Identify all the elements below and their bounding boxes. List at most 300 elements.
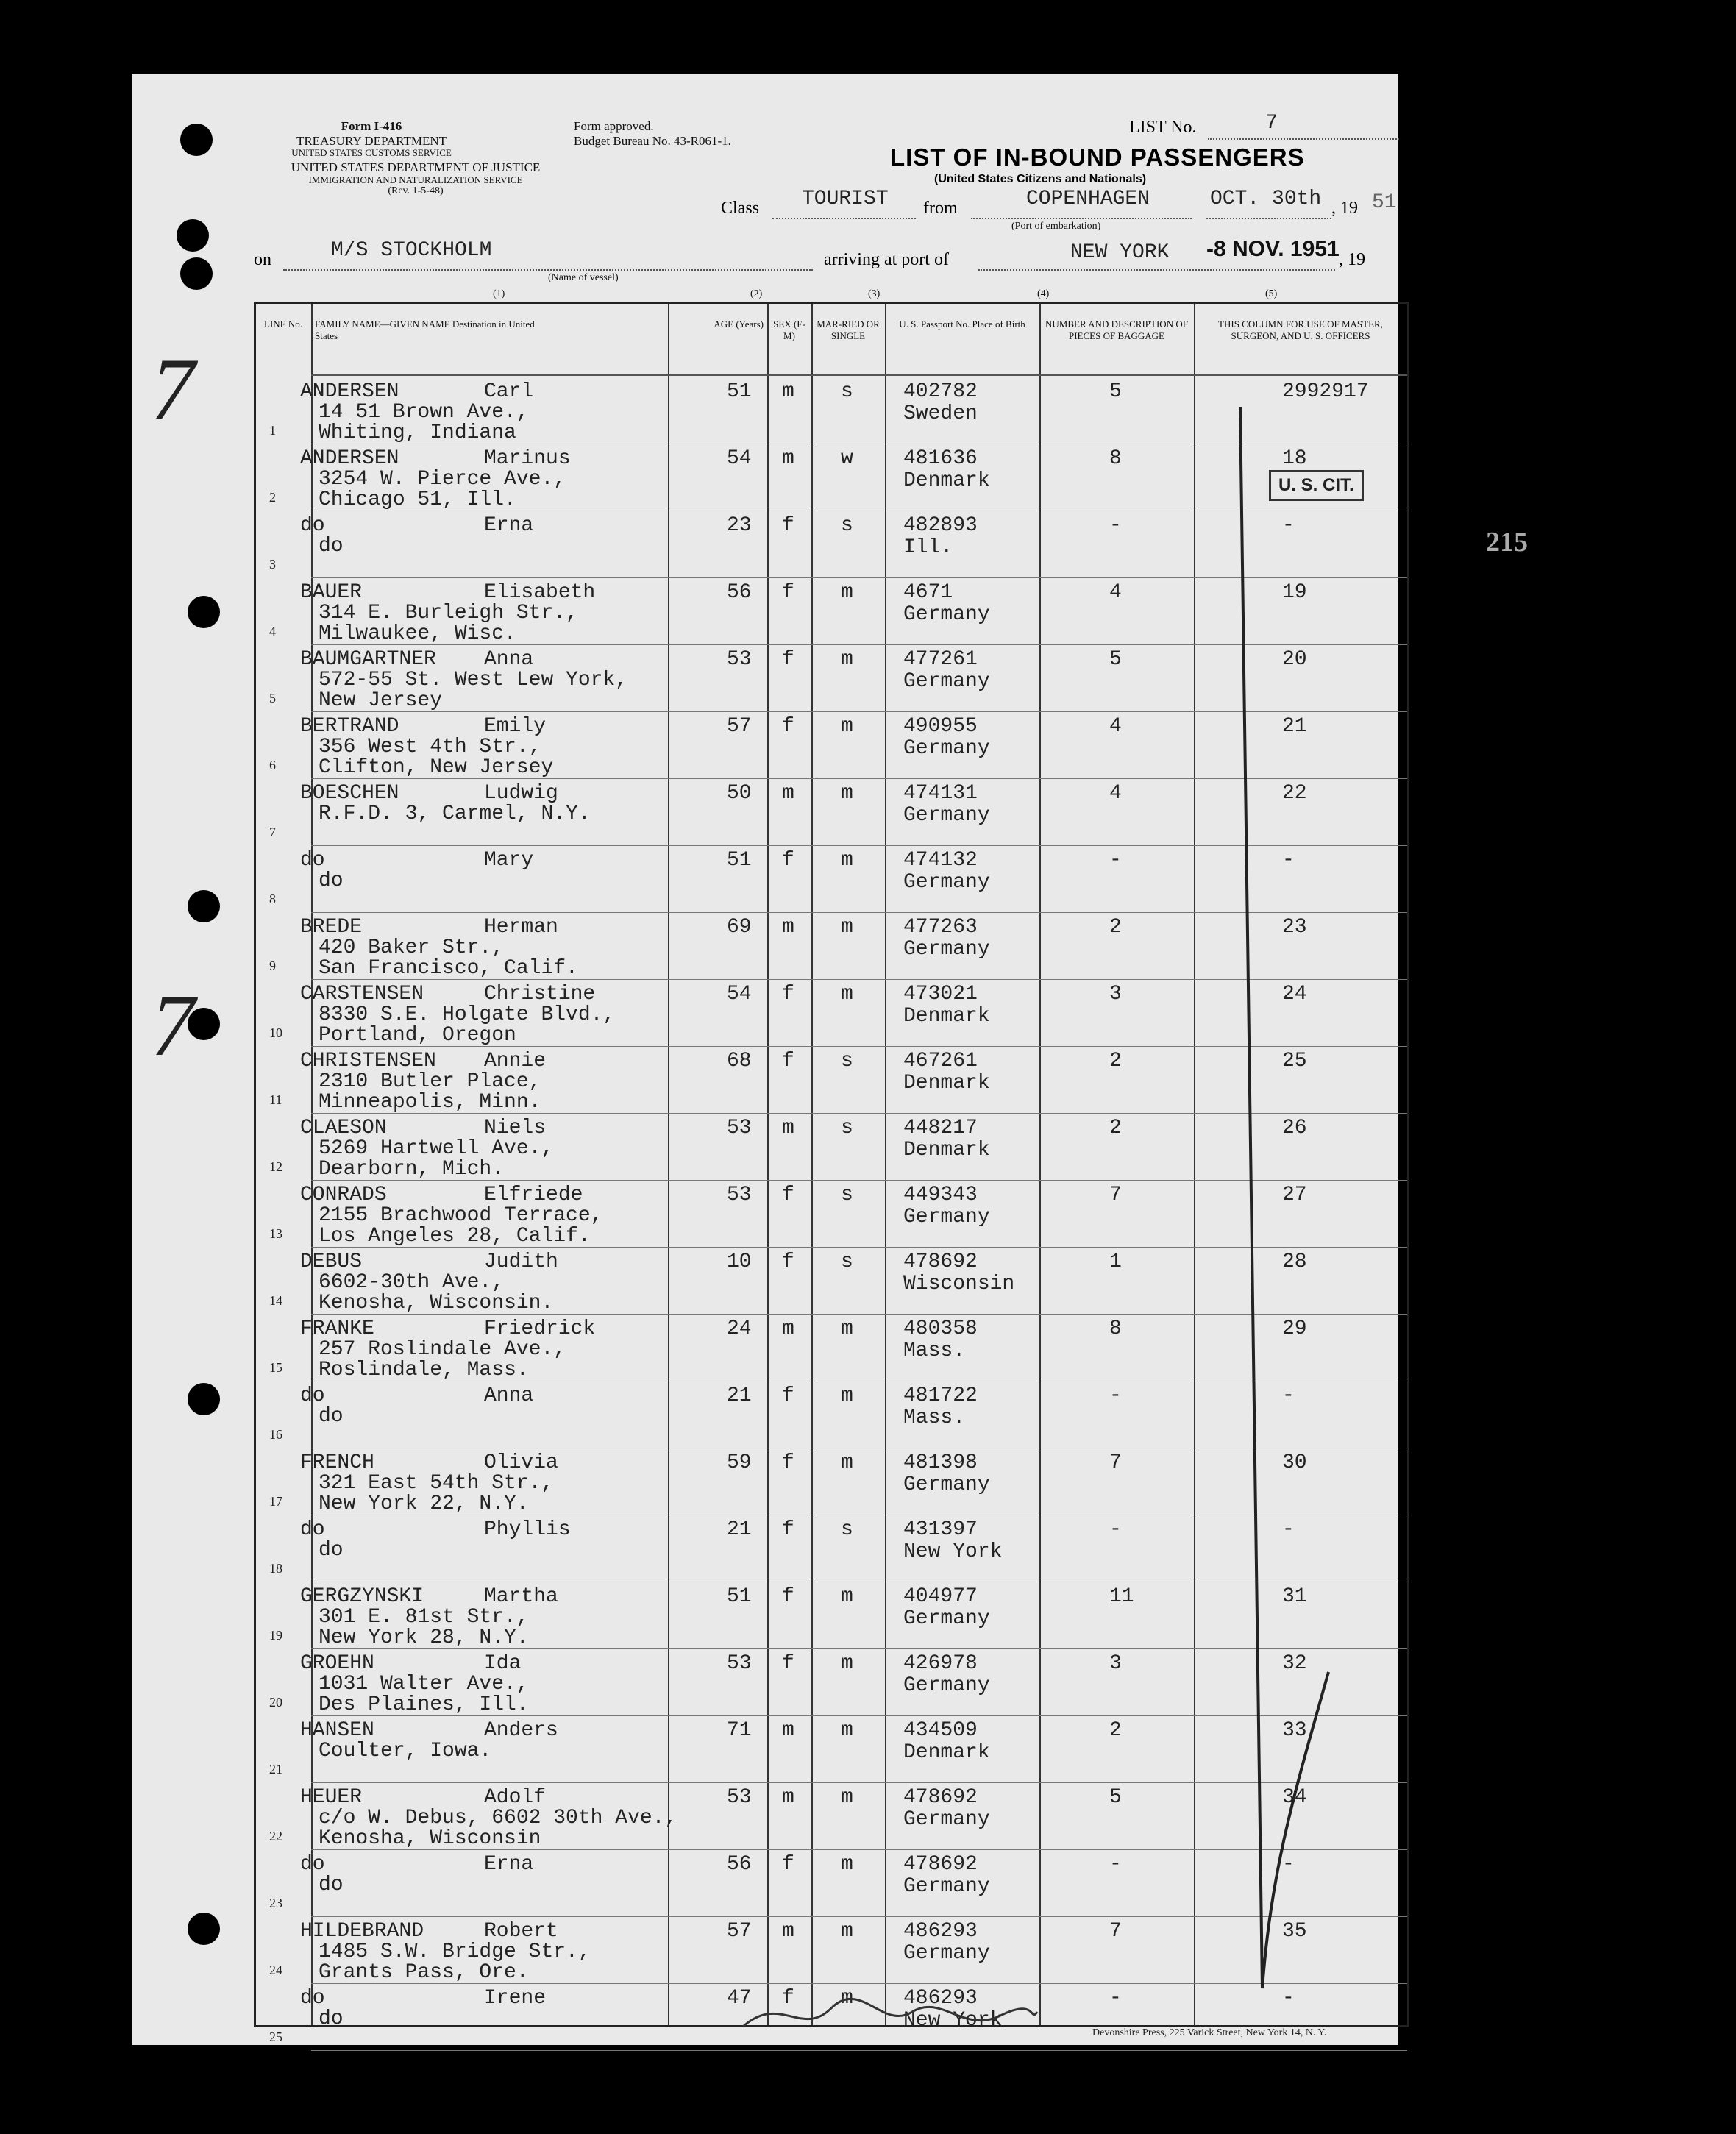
class-label: Class	[721, 199, 760, 218]
row-passport: 402782	[903, 380, 978, 403]
header-age: AGE (Years)	[714, 319, 764, 330]
row-passport: 449343	[903, 1184, 978, 1206]
row-sex: m	[782, 916, 794, 939]
row-officer-no: 22	[1282, 782, 1307, 805]
row-passport: 448217	[903, 1117, 978, 1139]
row-address-1: do	[319, 1539, 344, 1562]
row-family-name: CONRADS	[300, 1184, 387, 1206]
row-line-number: 23	[269, 1896, 282, 1910]
row-age: 56	[727, 581, 752, 604]
row-address-1: 2310 Butler Place,	[319, 1070, 541, 1093]
year-label: , 19	[1331, 199, 1358, 218]
row-line-number: 15	[269, 1360, 282, 1375]
date-line	[1206, 218, 1331, 219]
row-officer-no: 23	[1282, 916, 1307, 939]
row-sex: f	[782, 1652, 794, 1675]
row-rule	[311, 2050, 1407, 2051]
year-value: 51	[1372, 191, 1397, 214]
row-line-number: 18	[269, 1561, 282, 1576]
row-marital: m	[841, 849, 853, 872]
row-officer-no: 20	[1282, 648, 1307, 671]
row-passport: 431397	[903, 1518, 978, 1541]
row-address-1: do	[319, 1874, 344, 1896]
faint-number: 215	[1486, 527, 1528, 558]
row-line-number: 12	[269, 1159, 282, 1174]
row-passport: 426978	[903, 1652, 978, 1675]
row-sex: m	[782, 1117, 794, 1139]
row-line-number: 25	[269, 2030, 282, 2044]
row-birthplace: Germany	[903, 1808, 990, 1831]
row-address-1: 3254 W. Pierce Ave.,	[319, 468, 566, 491]
row-baggage: 2	[1109, 916, 1122, 939]
budget-text: Budget Bureau No. 43-R061-1.	[574, 133, 731, 148]
row-age: 24	[727, 1317, 752, 1340]
row-age: 23	[727, 514, 752, 537]
row-given-name: Ida	[484, 1652, 522, 1675]
row-officer-no: 2992917	[1282, 380, 1369, 403]
row-officer-no: 28	[1282, 1251, 1307, 1273]
row-baggage: -	[1109, 1384, 1122, 1407]
form-header-left	[250, 119, 493, 159]
row-line-number: 4	[269, 624, 276, 639]
row-officer-no: -	[1282, 514, 1295, 537]
row-passport: 481398	[903, 1451, 978, 1474]
row-officer-no: 21	[1282, 715, 1307, 738]
row-passport: 477263	[903, 916, 978, 939]
row-birthplace: Ill.	[903, 536, 953, 559]
row-marital: m	[841, 1585, 853, 1608]
row-address-1: 1031 Walter Ave.,	[319, 1673, 529, 1696]
document-subtitle: (United States Citizens and Nationals)	[934, 173, 1147, 185]
row-address-1: 2155 Brachwood Terrace,	[319, 1204, 603, 1227]
row-family-name: do	[300, 1987, 325, 2010]
row-family-name: ANDERSEN	[300, 380, 399, 403]
punch-hole	[180, 257, 213, 290]
row-birthplace: Sweden	[903, 402, 978, 425]
row-passport: 474131	[903, 782, 978, 805]
row-birthplace: Germany	[903, 871, 990, 894]
row-passport: 486293	[903, 1920, 978, 1943]
row-address-1: 321 East 54th Str.,	[319, 1472, 554, 1495]
row-birthplace: Denmark	[903, 1005, 990, 1028]
year-label-2: , 19	[1339, 250, 1365, 269]
row-family-name: HILDEBRAND	[300, 1920, 424, 1943]
row-marital: m	[841, 983, 853, 1006]
row-family-name: HEUER	[300, 1786, 363, 1809]
row-family-name: HANSEN	[300, 1719, 374, 1742]
from-line	[971, 218, 1192, 219]
row-given-name: Mary	[484, 849, 534, 872]
row-marital: w	[841, 447, 853, 470]
row-age: 53	[727, 1184, 752, 1206]
row-line-number: 6	[269, 758, 276, 772]
port-line	[978, 269, 1335, 271]
row-given-name: Niels	[484, 1117, 547, 1139]
document-title: LIST OF IN-BOUND PASSENGERS	[890, 143, 1305, 171]
row-baggage: -	[1109, 1853, 1122, 1876]
row-address-1: 572-55 St. West Lew York,	[319, 669, 628, 691]
row-given-name: Olivia	[484, 1451, 558, 1474]
row-age: 51	[727, 1585, 752, 1608]
row-baggage: -	[1109, 849, 1122, 872]
row-address-2: Los Angeles 28, Calif.	[319, 1225, 591, 1248]
row-passport: 473021	[903, 983, 978, 1006]
row-line-number: 22	[269, 1829, 282, 1843]
row-address-2: San Francisco, Calif.	[319, 957, 578, 980]
row-address-1: 257 Roslindale Ave.,	[319, 1338, 566, 1361]
row-age: 57	[727, 1920, 752, 1943]
row-birthplace: Germany	[903, 1206, 990, 1228]
row-line-number: 11	[269, 1092, 282, 1107]
row-birthplace: Denmark	[903, 1072, 990, 1095]
header-married: MAR-RIED OR SINGLE	[817, 319, 880, 341]
punch-hole	[188, 1383, 220, 1415]
row-family-name: GROEHN	[300, 1652, 374, 1675]
row-family-name: BAUMGARTNER	[300, 648, 436, 671]
row-officer-no: 29	[1282, 1317, 1307, 1340]
row-address-2: Whiting, Indiana	[319, 422, 516, 444]
vessel-name: M/S STOCKHOLM	[331, 239, 492, 262]
row-sex: m	[782, 1920, 794, 1943]
punch-hole	[188, 596, 220, 628]
row-address-1: do	[319, 2007, 344, 2030]
justice-dept: UNITED STATES DEPARTMENT OF JUSTICE	[291, 160, 541, 174]
row-line-number: 9	[269, 958, 276, 973]
on-label: on	[254, 250, 271, 269]
header-sex: SEX (F-M)	[773, 319, 805, 341]
row-marital: m	[841, 581, 853, 604]
vessel-line	[283, 269, 813, 271]
list-no-label: LIST No.	[1129, 118, 1197, 137]
row-baggage: -	[1109, 1518, 1122, 1541]
row-sex: m	[782, 380, 794, 403]
row-officer-no: 24	[1282, 983, 1307, 1006]
row-line-number: 16	[269, 1427, 282, 1442]
row-passport: 474132	[903, 849, 978, 872]
row-birthplace: Germany	[903, 1473, 990, 1496]
row-age: 71	[727, 1719, 752, 1742]
header-passport: U. S. Passport No. Place of Birth	[899, 319, 1025, 330]
row-age: 53	[727, 1117, 752, 1139]
row-age: 68	[727, 1050, 752, 1073]
row-birthplace: Germany	[903, 804, 990, 827]
row-line-number: 3	[269, 557, 276, 572]
from-label: from	[923, 199, 958, 218]
row-passport: 478692	[903, 1251, 978, 1273]
row-marital: s	[841, 1251, 853, 1273]
row-line-number: 13	[269, 1226, 282, 1241]
row-given-name: Phyllis	[484, 1518, 571, 1541]
row-line-number: 10	[269, 1025, 282, 1040]
row-birthplace: Germany	[903, 670, 990, 693]
row-birthplace: New York	[903, 2009, 1003, 2032]
row-birthplace: Denmark	[903, 1139, 990, 1162]
form-number: Form I-416	[341, 119, 402, 133]
arriving-label: arriving at port of	[824, 250, 949, 269]
row-baggage: 7	[1109, 1451, 1122, 1474]
row-sex: f	[782, 1251, 794, 1273]
row-marital: m	[841, 1920, 853, 1943]
row-given-name: Erna	[484, 514, 534, 537]
list-no-value: 7	[1265, 112, 1278, 135]
row-sex: m	[782, 782, 794, 805]
row-marital: m	[841, 916, 853, 939]
approved-text: Form approved.	[574, 119, 654, 133]
from-value: COPENHAGEN	[1026, 188, 1150, 210]
row-given-name: Judith	[484, 1251, 558, 1273]
row-family-name: BERTRAND	[300, 715, 399, 738]
row-address-1: 1485 S.W. Bridge Str.,	[319, 1941, 591, 1963]
colnum-5: (5)	[1265, 288, 1278, 299]
row-family-name: FRENCH	[300, 1451, 374, 1474]
colnum-1: (1)	[493, 288, 505, 299]
row-age: 53	[727, 1786, 752, 1809]
row-passport: 434509	[903, 1719, 978, 1742]
row-given-name: Anders	[484, 1719, 558, 1742]
colnum-2: (2)	[750, 288, 763, 299]
treasury-dept: TREASURY DEPARTMENT	[296, 133, 447, 148]
row-birthplace: Denmark	[903, 1741, 990, 1764]
row-family-name: do	[300, 1518, 325, 1541]
row-officer-no: -	[1282, 1384, 1295, 1407]
row-passport: 467261	[903, 1050, 978, 1073]
row-sex: f	[782, 1184, 794, 1206]
row-birthplace: Germany	[903, 737, 990, 760]
row-sex: f	[782, 1451, 794, 1474]
row-line-number: 5	[269, 691, 276, 705]
row-baggage: 4	[1109, 581, 1122, 604]
row-sex: f	[782, 648, 794, 671]
row-family-name: do	[300, 1384, 325, 1407]
row-line-number: 1	[269, 423, 276, 438]
row-passport: 404977	[903, 1585, 978, 1608]
row-officer-no: -	[1282, 849, 1295, 872]
row-given-name: Adolf	[484, 1786, 547, 1809]
customs-service: UNITED STATES CUSTOMS SERVICE	[291, 147, 452, 159]
row-marital: s	[841, 1050, 853, 1073]
row-address-2: Kenosha, Wisconsin.	[319, 1292, 554, 1315]
row-officer-no: 25	[1282, 1050, 1307, 1073]
row-baggage: 8	[1109, 1317, 1122, 1340]
embarkation-note: (Port of embarkation)	[1011, 221, 1101, 232]
row-family-name: GERGZYNSKI	[300, 1585, 424, 1608]
row-baggage: 5	[1109, 380, 1122, 403]
row-address-1: do	[319, 869, 344, 892]
row-officer-no: -	[1282, 1853, 1295, 1876]
row-address-1: R.F.D. 3, Carmel, N.Y.	[319, 803, 591, 825]
row-baggage: 1	[1109, 1251, 1122, 1273]
departure-date: OCT. 30th	[1210, 188, 1322, 210]
row-given-name: Anna	[484, 648, 534, 671]
row-passport: 481636	[903, 447, 978, 470]
row-officer-no: 26	[1282, 1117, 1307, 1139]
manifest-page	[132, 74, 1528, 2045]
row-passport: 4671	[903, 581, 953, 604]
row-given-name: Herman	[484, 916, 558, 939]
row-baggage: 5	[1109, 1786, 1122, 1809]
row-age: 47	[727, 1987, 752, 2010]
row-birthplace: Germany	[903, 1674, 990, 1697]
row-passport: 486293	[903, 1987, 978, 2010]
row-sex: f	[782, 1987, 794, 2010]
row-age: 10	[727, 1251, 752, 1273]
row-officer-no: -	[1282, 1987, 1295, 2010]
row-baggage: 7	[1109, 1920, 1122, 1943]
row-officer-no: 35	[1282, 1920, 1307, 1943]
row-sex: f	[782, 514, 794, 537]
row-birthplace: Mass.	[903, 1406, 966, 1429]
row-marital: m	[841, 1987, 853, 2010]
row-address-2: New Jersey	[319, 689, 443, 712]
row-line-number: 21	[269, 1762, 282, 1776]
punch-hole	[188, 1913, 220, 1945]
arrival-date-stamp: -8 NOV. 1951	[1206, 237, 1340, 261]
row-baggage: 8	[1109, 447, 1122, 470]
row-family-name: BAUER	[300, 581, 363, 604]
row-address-1: 14 51 Brown Ave.,	[319, 401, 529, 424]
row-marital: s	[841, 380, 853, 403]
row-marital: m	[841, 1451, 853, 1474]
row-family-name: do	[300, 1853, 325, 1876]
row-address-1: c/o W. Debus, 6602 30th Ave.,	[319, 1807, 677, 1829]
row-officer-no: 27	[1282, 1184, 1307, 1206]
punch-hole	[188, 890, 220, 922]
arrival-port: NEW YORK	[1070, 241, 1170, 264]
row-birthplace: Germany	[903, 1607, 990, 1630]
row-sex: m	[782, 1317, 794, 1340]
row-baggage: -	[1109, 1987, 1122, 2010]
row-address-1: do	[319, 1405, 344, 1428]
row-address-2: Des Plaines, Ill.	[319, 1693, 529, 1716]
row-address-1: 301 E. 81st Str.,	[319, 1606, 529, 1629]
row-sex: f	[782, 1853, 794, 1876]
row-address-1: 5269 Hartwell Ave.,	[319, 1137, 554, 1160]
row-baggage: 3	[1109, 1652, 1122, 1675]
row-family-name: CLAESON	[300, 1117, 387, 1139]
row-given-name: Irene	[484, 1987, 547, 2010]
header-rule	[311, 374, 1407, 376]
us-citizen-stamp: U. S. CIT.	[1269, 470, 1364, 501]
row-passport: 480358	[903, 1317, 978, 1340]
row-address-2: Milwaukee, Wisc.	[319, 622, 516, 645]
row-age: 50	[727, 782, 752, 805]
row-age: 57	[727, 715, 752, 738]
row-birthplace: Germany	[903, 938, 990, 961]
punch-hole	[180, 124, 213, 156]
row-address-1: 420 Baker Str.,	[319, 936, 505, 959]
row-family-name: BOESCHEN	[300, 782, 399, 805]
row-age: 53	[727, 648, 752, 671]
row-officer-no: 18	[1282, 447, 1307, 470]
row-given-name: Elfriede	[484, 1184, 583, 1206]
row-sex: f	[782, 1518, 794, 1541]
row-marital: m	[841, 1853, 853, 1876]
row-age: 21	[727, 1518, 752, 1541]
row-line-number: 7	[269, 825, 276, 839]
row-family-name: DEBUS	[300, 1251, 363, 1273]
row-marital: m	[841, 1384, 853, 1407]
row-marital: m	[841, 648, 853, 671]
row-sex: f	[782, 715, 794, 738]
row-marital: s	[841, 1518, 853, 1541]
row-address-2: Minneapolis, Minn.	[319, 1091, 541, 1114]
signature-scrawl	[736, 1986, 1045, 2045]
row-marital: m	[841, 1317, 853, 1340]
row-given-name: Marinus	[484, 447, 571, 470]
row-officer-no: 32	[1282, 1652, 1307, 1675]
header-officers: THIS COLUMN FOR USE OF MASTER, SURGEON, AND U. S. OFFICERS	[1218, 319, 1383, 341]
row-officer-no: -	[1282, 1518, 1295, 1541]
class-value: TOURIST	[802, 188, 889, 210]
row-marital: m	[841, 1719, 853, 1742]
row-birthplace: Germany	[903, 603, 990, 626]
row-family-name: do	[300, 849, 325, 872]
row-address-1: 314 E. Burleigh Str.,	[319, 602, 578, 625]
row-address-1: 6602-30th Ave.,	[319, 1271, 505, 1294]
row-age: 69	[727, 916, 752, 939]
row-line-number: 17	[269, 1494, 282, 1509]
colnum-4: (4)	[1037, 288, 1050, 299]
row-address-2: Roslindale, Mass.	[319, 1359, 529, 1381]
row-address-1: do	[319, 535, 344, 558]
row-baggage: 4	[1109, 782, 1122, 805]
row-age: 21	[727, 1384, 752, 1407]
row-sex: m	[782, 1719, 794, 1742]
row-given-name: Emily	[484, 715, 547, 738]
row-passport: 482893	[903, 514, 978, 537]
row-given-name: Elisabeth	[484, 581, 596, 604]
row-marital: s	[841, 1184, 853, 1206]
revision: (Rev. 1-5-48)	[388, 185, 444, 197]
row-address-2: New York 22, N.Y.	[319, 1493, 529, 1515]
list-no-line	[1208, 138, 1399, 140]
row-given-name: Ludwig	[484, 782, 558, 805]
punch-hole	[177, 219, 209, 252]
row-address-2: Portland, Oregon	[319, 1024, 516, 1047]
row-baggage: 2	[1109, 1117, 1122, 1139]
row-line-number: 14	[269, 1293, 282, 1308]
ins-service: IMMIGRATION AND NATURALIZATION SERVICE	[308, 174, 523, 185]
row-sex: f	[782, 1050, 794, 1073]
header-name: FAMILY NAME—GIVEN NAME Destination in United States	[315, 319, 535, 341]
row-given-name: Annie	[484, 1050, 547, 1073]
margin-mark: 7	[151, 340, 195, 438]
row-baggage: 2	[1109, 1719, 1122, 1742]
row-given-name: Erna	[484, 1853, 534, 1876]
row-line-number: 19	[269, 1628, 282, 1643]
row-officer-no: 30	[1282, 1451, 1307, 1474]
class-line	[772, 218, 916, 219]
row-family-name: CARSTENSEN	[300, 983, 424, 1006]
colnum-3: (3)	[868, 288, 881, 299]
row-address-1: 8330 S.E. Holgate Blvd.,	[319, 1003, 616, 1026]
row-birthplace: Germany	[903, 1942, 990, 1965]
printer-imprint: Devonshire Press, 225 Varick Street, New York 14, N. Y.	[1092, 2027, 1327, 2038]
row-baggage: 7	[1109, 1184, 1122, 1206]
row-age: 59	[727, 1451, 752, 1474]
row-birthplace: Mass.	[903, 1340, 966, 1362]
row-baggage: 2	[1109, 1050, 1122, 1073]
row-family-name: FRANKE	[300, 1317, 374, 1340]
row-birthplace: New York	[903, 1540, 1003, 1563]
row-sex: f	[782, 983, 794, 1006]
row-baggage: 4	[1109, 715, 1122, 738]
row-marital: s	[841, 1117, 853, 1139]
row-sex: f	[782, 1585, 794, 1608]
row-line-number: 2	[269, 490, 276, 505]
row-officer-no: 33	[1282, 1719, 1307, 1742]
row-passport: 478692	[903, 1786, 978, 1809]
